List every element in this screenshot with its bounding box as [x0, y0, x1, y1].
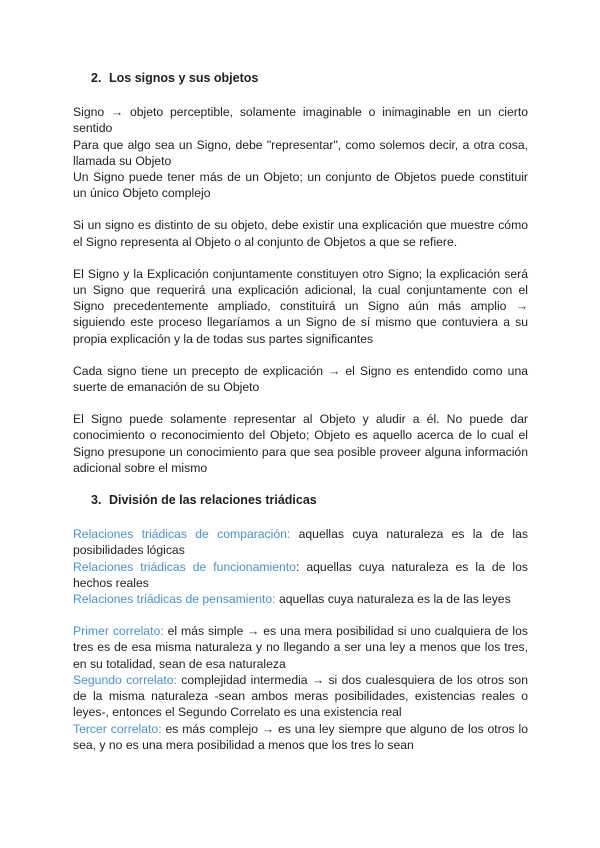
paragraph-signo-definition: Signo → objeto perceptible, solamente imaginable o inimaginable en un cierto sentido: [73, 105, 528, 136]
correlate-tercer-label: Tercer correlato:: [73, 721, 162, 736]
correlate-primer-text: el más simple → es una mera posibilidad si uno cualquiera de los tres es de esa misma naturaleza y no llegando a ser una ley a menos que los tres, en su totalidad, sean de esa naturaleza: [73, 624, 528, 671]
document-content: [73, 70, 528, 753]
correlate-segundo-text: complejidad intermedia → si dos cualesquiera de los otros son de la misma naturaleza -sean ambos meras posibilidades, existencias reales o leyes-, entonces el Segundo Correlato es una existencia real: [73, 672, 528, 720]
paragraph-representar: Para que algo sea un Signo, debe "representar", como solemos decir, a otra cosa, llamada su Objeto: [73, 137, 528, 168]
relation-pensamiento-text: aquellas cuya naturaleza es la de las leyes: [275, 592, 511, 607]
paragraph-signo-ampliado: El Signo y la Explicación conjuntamente constituyen otro Signo; la explicación será un Signo que requerirá una explicación adicional, la cual conjuntamente con el Signo precedentemente ampliado, constituirá un Signo aún más amplio → siguiendo este proceso llegaríamos a un Signo de sí mismo que contuviera a su propia explicación y la de todas sus partes significantes: [73, 266, 528, 346]
section-2-number: 2.: [91, 71, 102, 85]
relation-funcionamiento-text: : aquellas cuya naturaleza es la de los hechos reales: [73, 559, 529, 590]
correlate-segundo-label: Segundo correlato:: [73, 672, 177, 687]
section-2-heading: [91, 70, 528, 86]
correlate-tercer: [73, 721, 528, 753]
paragraph-conocimiento: El Signo puede solamente representar al Objeto y aludir a él. No puede dar conocimiento o reconocimiento del Objeto; Objeto es aquello acerca de lo cual el Signo presupone un conocimiento para que sea posible proveer alguna información adicional sobre el mismo: [73, 412, 528, 475]
paragraph-precepto: Cada signo tiene un precepto de explicación → el Signo es entendido como una suerte de emanación de su Objeto: [73, 363, 528, 395]
relation-funcionamiento: [73, 559, 528, 591]
section-3-title: División de las relaciones triádicas: [109, 493, 317, 508]
relation-funcionamiento-label: Relaciones triádicas de funcionamiento: [73, 559, 296, 574]
relation-comparacion: [73, 526, 528, 558]
paragraph-objeto-complejo: Un Signo puede tener más de un Objeto; un conjunto de Objetos puede constituir un único Objeto complejo: [73, 170, 528, 201]
correlate-tercer-text: es más complejo → es una ley siempre que alguno de los otros lo sea, y no es una mera posibilidad a menos que los tres lo sean: [73, 721, 528, 752]
correlate-segundo: [73, 672, 528, 721]
relation-pensamiento: [73, 591, 528, 607]
correlate-primer-label: Primer correlato:: [73, 624, 164, 639]
section-3-number: 3.: [91, 493, 102, 508]
relation-comparacion-label: Relaciones triádicas de comparación:: [73, 527, 291, 542]
paragraph-explicacion: Si un signo es distinto de su objeto, debe existir una explicación que muestre cómo el Signo representa al Objeto o al conjunto de Objetos a que se refiere.: [73, 218, 528, 249]
correlate-primer: [73, 623, 528, 672]
relation-pensamiento-label: Relaciones triádicas de pensamiento:: [73, 592, 276, 607]
relation-comparacion-text: aquellas cuya naturaleza es la de las posibilidades lógicas: [73, 527, 528, 558]
section-3-heading: [91, 492, 528, 508]
section-2-title: Los signos y sus objetos: [109, 71, 259, 85]
